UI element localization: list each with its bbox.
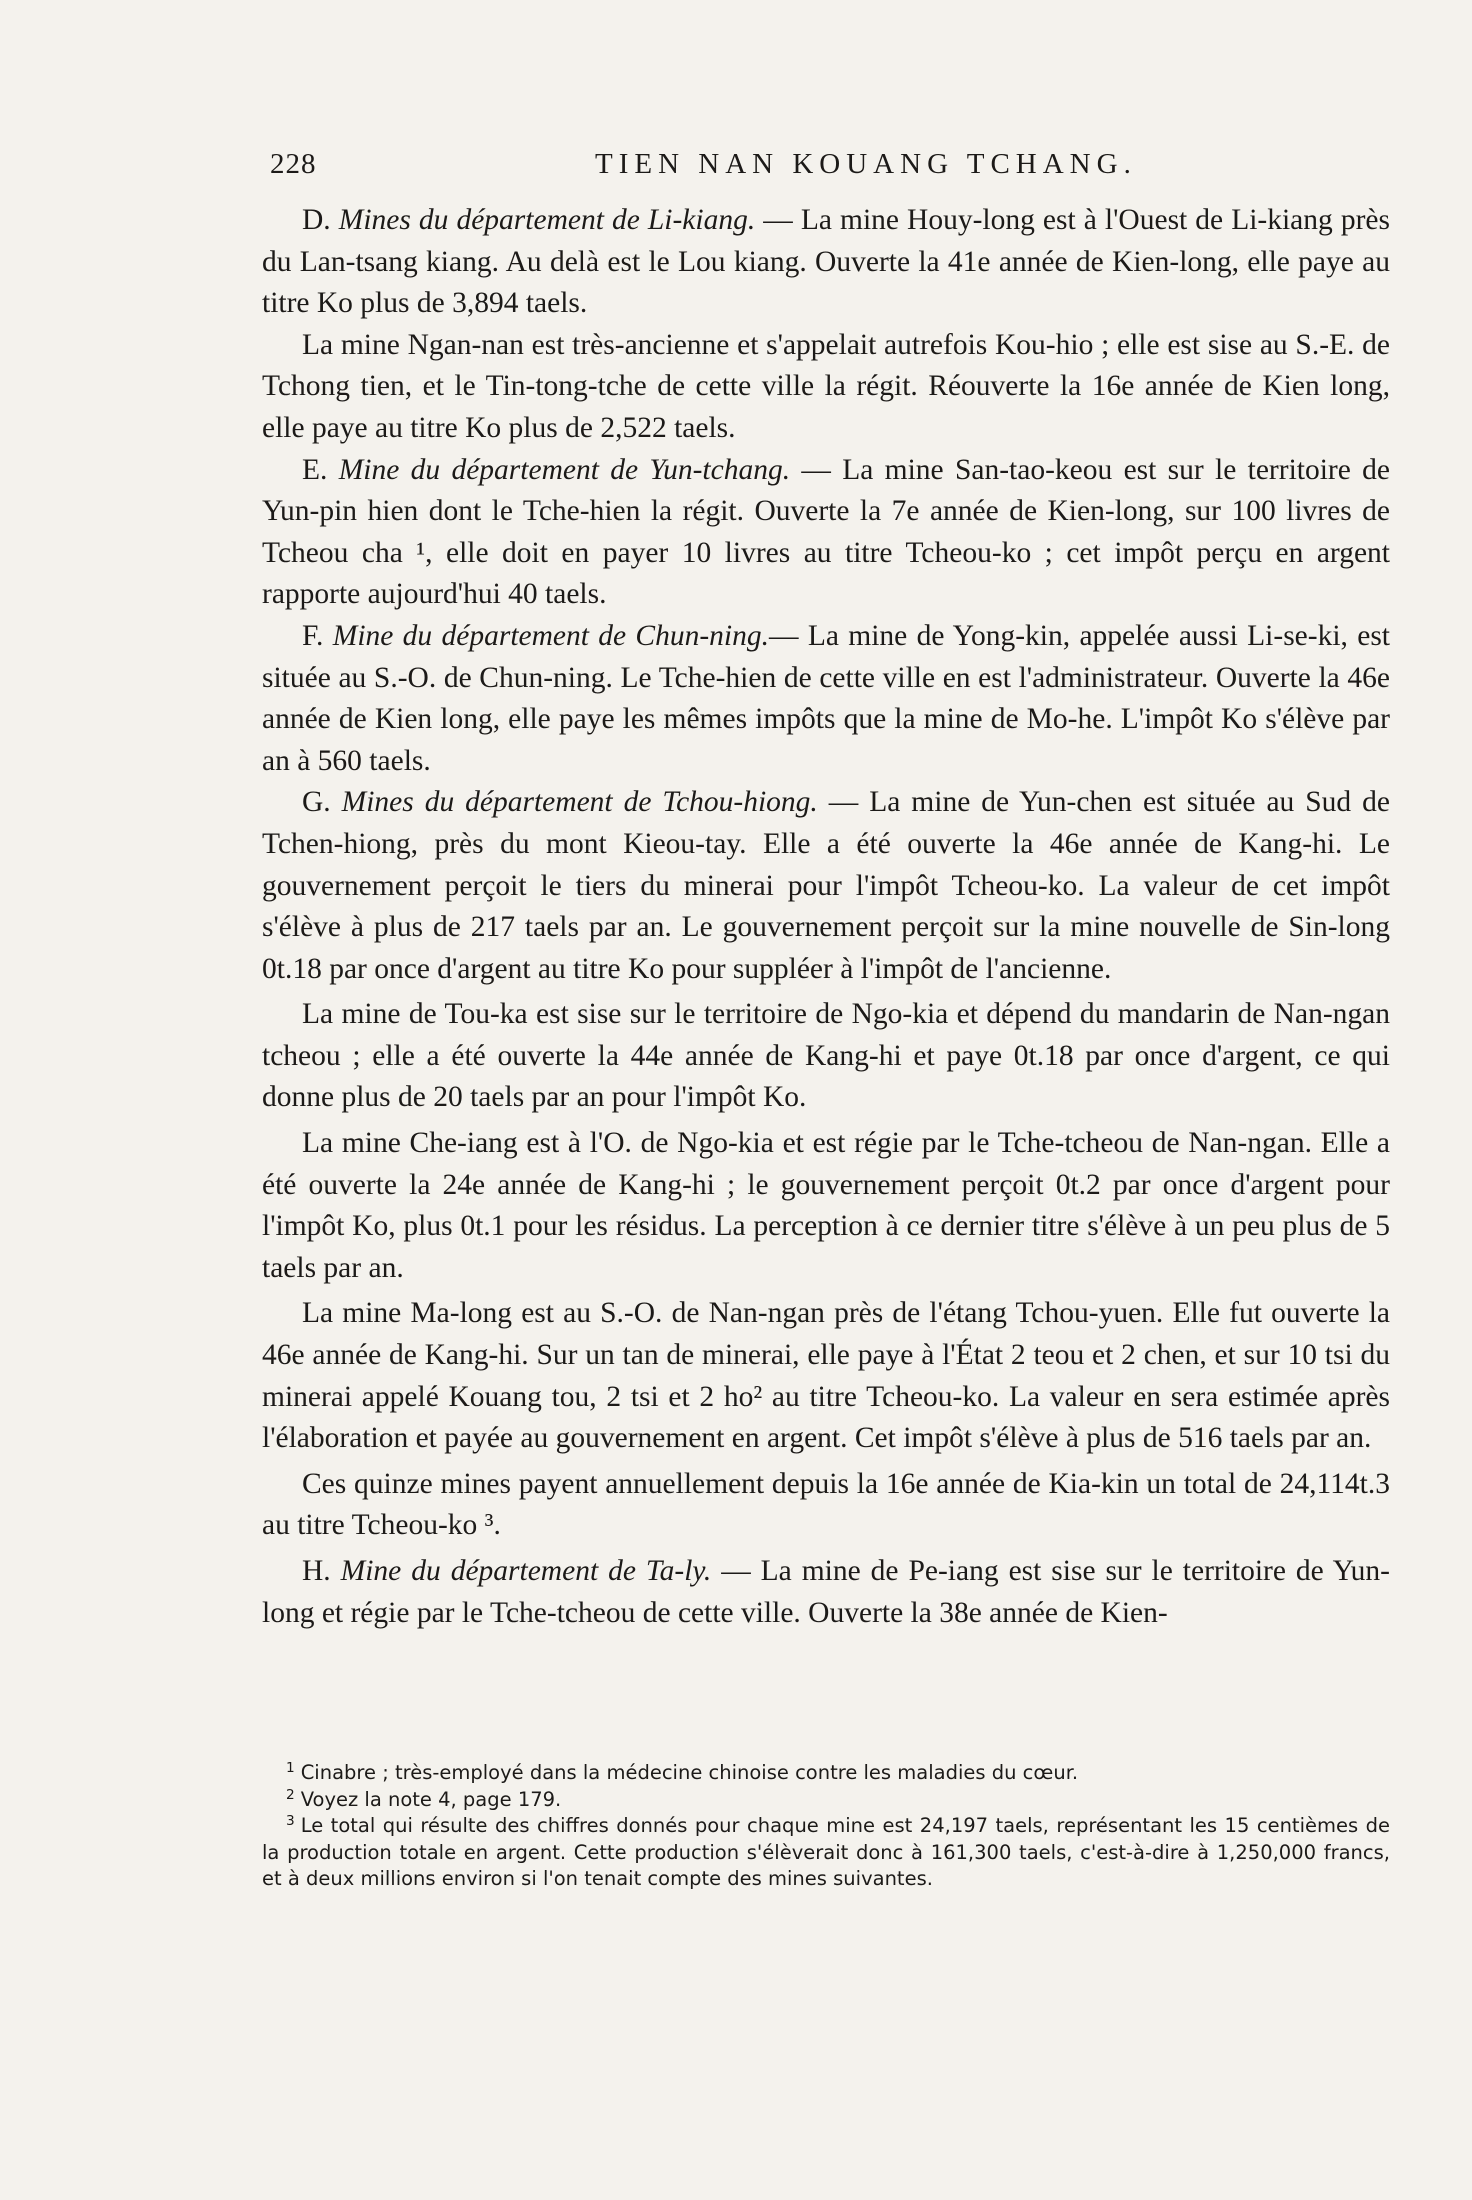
paragraph-text: — La mine de Yun-chen est située au Sud de Tchen-hiong, près du mont Kieou-tay. Elle a été ouverte la 46e année de Kang-hi. Le gouvernement perçoit le tiers du minerai pour l'impôt Tcheou-ko. La valeur de cet impôt s'élève à plus de 217 taels par an. Le gouvernement perçoit sur la mine nouvelle de Sin-long 0t.18 par once d'argent au titre Ko pour suppléer à l'impôt de l'ancienne. xyxy=(262,786,1390,985)
section-heading-ta-ly: Mine du département de Ta-ly. xyxy=(340,1555,712,1587)
paragraph-mines-li-kiang xyxy=(262,200,1390,325)
footnote-text: Le total qui résulte des chiffres donnés pour chaque mine est 24,197 taels, représentant les 15 centièmes de la production totale en argent. Cette production s'élèverait donc à 161,300 taels, c'est-à-dire à 1,250,000 francs, et à deux millions environ si l'on tenait compte des mines suivantes. xyxy=(262,1814,1390,1890)
paragraph-text: — La mine de Yong-kin, appelée aussi Li-se-ki, est située au S.-O. de Chun-ning. Le Tche-hien de cette ville en est l'administrateur. Ouverte la 46e année de Kien long, elle paye les mêmes impôts que la mine de Mo-he. L'impôt Ko s'élève par an à 560 taels. xyxy=(262,619,1390,777)
footnote-mark: 3 xyxy=(286,1813,295,1830)
paragraph-text: — La mine Houy-long est à l'Ouest de Li-kiang près du Lan-tsang kiang. Au delà est le Lou kiang. Ouverte la 41e année de Kien-long, elle paye au titre Ko plus de 3,894 taels. xyxy=(262,204,1390,320)
footnote-text: Voyez la note 4, page 179. xyxy=(300,1787,562,1811)
footnote-2 xyxy=(262,1787,1390,1814)
paragraph-text: — La mine San-tao-keou est sur le territoire de Yun-pin hien dont le Tche-hien la régit. Ouverte la 7e année de Kien-long, sur 100 livres de Tcheou cha ¹, elle doit en payer 10 livres au titre Tcheou-ko ; cet impôt perçu en argent rapporte aujourd'hui 40 taels. xyxy=(262,453,1390,611)
section-letter-g: G. xyxy=(302,786,342,819)
section-letter-e: E. xyxy=(302,453,339,486)
paragraph-text: La mine Ngan-nan est très-ancienne et s'appelait autrefois Kou-hio ; elle est sise au S.-E. de Tchong tien, et le Tin-tong-tche de cette ville la régit. Réouverte la 16e année de Kien long, elle paye au titre Ko plus de 2,522 taels. xyxy=(262,328,1390,444)
section-letter-h: H. xyxy=(302,1555,341,1587)
paragraph-mine-ta-ly xyxy=(262,1551,1390,1634)
paragraph-che-iang xyxy=(262,1123,1390,1289)
footnote-mark: 1 xyxy=(286,1760,295,1777)
body-text xyxy=(262,200,1390,1634)
section-letter-f: F. xyxy=(302,619,333,652)
paragraph-mine-yun-tchang xyxy=(262,450,1390,616)
footnote-text: Cinabre ; très-employé dans la médecine chinoise contre les maladies du cœur. xyxy=(300,1761,1079,1784)
page-number: 228 xyxy=(270,148,317,180)
paragraph-text: La mine de Tou-ka est sise sur le territoire de Ngo-kia et dépend du mandarin de Nan-ngan tcheou ; elle a été ouverte la 44e année de Kang-hi et paye 0t.18 par once d'argent, ce qui donne plus de 20 taels par an pour l'impôt Ko. xyxy=(262,998,1390,1114)
paragraph-text: La mine Ma-long est au S.-O. de Nan-ngan près de l'étang Tchou-yuen. Elle fut ouverte la 46e année de Kang-hi. Sur un tan de minerai, elle paye à l'État 2 teou et 2 chen, et sur 10 tsi du minerai appelé Kouang tou, 2 tsi et 2 ho² au titre Tcheou-ko. La valeur en sera estimée après l'élaboration et payée au gouvernement en argent. Cet impôt s'élève à plus de 516 taels par an. xyxy=(262,1297,1390,1455)
section-letter-d: D. xyxy=(302,204,339,236)
paragraph-ma-long xyxy=(262,1293,1390,1459)
footnote-3 xyxy=(262,1813,1390,1893)
paragraph-text: La mine Che-iang est à l'O. de Ngo-kia et est régie par le Tche-tcheou de Nan-ngan. Elle a été ouverte la 24e année de Kang-hi ; le gouvernement perçoit 0t.2 par once d'argent pour l'impôt Ko, plus 0t.1 pour les résidus. La perception à ce dernier titre s'élève à un peu plus de 5 taels par an. xyxy=(262,1127,1390,1284)
section-heading-chun-ning: Mine du département de Chun-ning. xyxy=(332,619,770,652)
footnotes xyxy=(262,1760,1390,1893)
paragraph-mines-tchou-hiong xyxy=(262,782,1390,990)
footnote-1 xyxy=(262,1760,1390,1787)
paragraph-ngan-nan xyxy=(262,325,1390,450)
paragraph-tou-ka xyxy=(262,994,1390,1119)
running-head xyxy=(270,148,1400,188)
paragraph-mine-chun-ning xyxy=(262,616,1390,782)
paragraph-text: — La mine de Pe-iang est sise sur le territoire de Yun-long et régie par le Tche-tcheou de cette ville. Ouverte la 38e année de Kien- xyxy=(262,1555,1391,1629)
footnote-mark: 2 xyxy=(286,1786,295,1803)
section-heading-tchou-hiong: Mines du département de Tchou-hiong. xyxy=(341,786,818,819)
paragraph-total xyxy=(262,1464,1390,1547)
section-heading-yun-tchang: Mine du département de Yun-tchang. xyxy=(338,453,791,486)
running-title: TIEN NAN KOUANG TCHANG. xyxy=(595,148,1137,180)
paragraph-text: Ces quinze mines payent annuellement depuis la 16e année de Kia-kin un total de 24,114t.3 au titre Tcheou-ko ³. xyxy=(262,1467,1390,1542)
section-heading-li-kiang: Mines du département de Li-kiang. xyxy=(338,204,756,236)
